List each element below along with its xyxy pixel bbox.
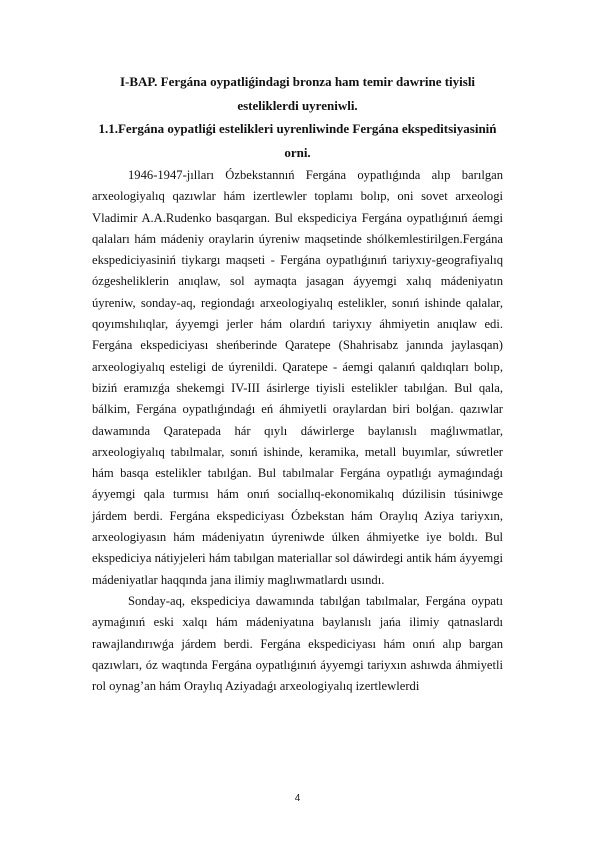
paragraph: 1946-1947-jılları Ózbekstannıń Fergána oypatlıǵında alıp barılgan arxeologiyalıq qazıwlar hám izertlewler toplamı bolıp, oni sovet arxeologi Vladimir A.A.Rudenko basqargan. Bul ekspediciya Fergána oypatlıǵınıń áemgi qalaları hám mádeniy oraylarin úyreniw maqsetinde shólkemlestirilgen.Fergána ekspediciyasiniń tiykargı maqseti - Fergána oypatlıǵınıń tariyxıy-geografiyalıq ózgesheliklerin anıqlaw, sol aymaqta jasagan áyyemgi xalıq mádeniyatın úyreniw, sonday-aq, regiondaǵı arxeologiyalıq estelikler, sonıń ishinde qalalar, qoyımshılıqlar, áyyemgi jerler hám olardıń tariyxıy áhmiyetin anıqlaw edi. Fergána ekspediciyası sheńberinde Qaratepe (Shahrisabz janında jaylasqan) arxeologiyalıq esteligi de úyrenildi. Qaratepe - áemgi qalanıń qaldıqları bolıp, biziń eramızǵa shekemgi IV-III ásirlerge tiyisli estelikler tabılǵan. Bul qala, bálkim, Fergána oypatlıǵındaǵı eń áhmiyetli oraylardan biri bolǵan. qazıwlar dawamında Qaratepada hár qıylı dáwirlerge baylanıslı maǵlıwmatlar, arxeologiyalıq tabılmalar, sonıń ishinde, keramika, metall buyımlar, súwretler hám basqa estelikler tabılǵan. Bul tabılmalar Fergána oypatlıǵı aymaǵındaǵı áyyemgi qala turmısı hám onıń sociallıq-ekonomikalıq dúzilisin túsiniwge járdem berdi. Fergána ekspediciyası Ózbekstan hám Oraylıq Aziya tariyxın, arxeologiyasın hám mádeniyatın úyreniwde úlken áhmiyetke iye boldı. Bul ekspediciya nátiyjeleri hám tabılgan materiallar sol dáwirdegi antik hám áyyemgi mádeniyatlar haqqında jana ilimiy maglıwmatlardı usındı.: [92, 168, 503, 587]
section-title: 1.1.Fergána oypatlіǵі estelikleri uyrenliwinde Fergána ekspeditsiyasіniń orni.: [98, 121, 497, 160]
chapter-title: I-BAP. Fergána oypatlіǵіndagi bronza ham temir dawrine tiyisli esteliklerdi uyreniwli.: [119, 74, 476, 113]
body-text: [92, 165, 503, 697]
paragraph: Sonday-aq, ekspediciya dawamında tabılǵan tabılmalar, Fergána oypatı aymaǵınıń eski xalqı hám mádeniyatına baylanıslı jańa ilimiy qatnaslardı rawajlandırıwǵa járdem berdi. Fergána ekspediciyası hám onıń alıp bargan qazıwları, óz waqtında Fergána oypatlıǵınıń áyyemgi tariyxın ashıwda áhmiyetli rol oynag’an hám Oraylıq Aziyadaǵı arxeologiyalıq izertlewlerdi: [92, 593, 503, 694]
page-number: 4: [294, 793, 301, 804]
heading-block: [92, 70, 503, 164]
